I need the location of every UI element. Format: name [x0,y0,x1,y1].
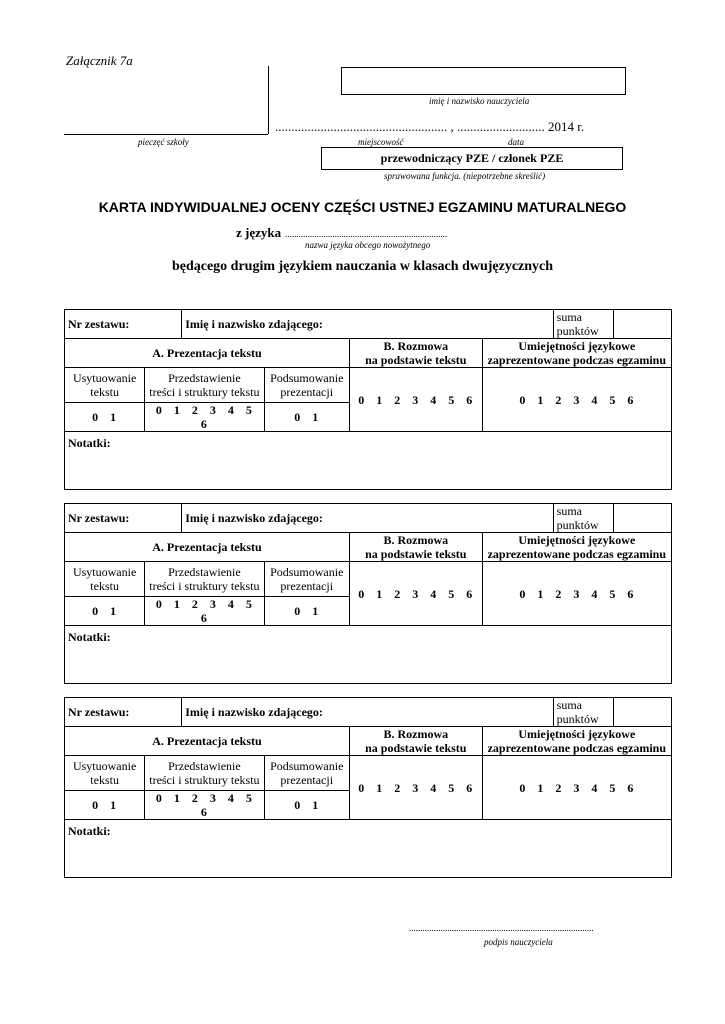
signature-caption: podpis nauczyciela [484,937,553,947]
section-a-header: A. Prezentacja tekstu [65,533,350,562]
content-score[interactable]: 0 1 2 3 4 5 6 [145,597,264,626]
skills-header: Umiejętności językowe zaprezentowane podczas egzaminu [482,533,671,562]
content-header: Przedstawienie treści i struktury tekstu [145,368,264,403]
points-sum-label: suma punktów [553,698,614,727]
positioning-score[interactable]: 0 1 [65,791,145,820]
stamp-line [64,134,268,135]
content-score[interactable]: 0 1 2 3 4 5 6 [145,791,264,820]
skills-score[interactable]: 0 1 2 3 4 5 6 [482,756,671,820]
place-caption: miejscowość [358,137,404,147]
language-field[interactable]: ........................................................................ [285,229,448,239]
points-sum-field[interactable] [614,698,672,727]
teacher-name-box[interactable] [341,67,626,95]
points-sum-label: suma punktów [553,310,614,339]
language-prefix: z języka [236,225,282,240]
content-header: Przedstawienie treści i struktury tekstu [145,756,264,791]
skills-header: Umiejętności językowe zaprezentowane podczas egzaminu [482,727,671,756]
positioning-score[interactable]: 0 1 [65,403,145,432]
points-sum-field[interactable] [614,310,672,339]
content-header: Przedstawienie treści i struktury tekstu [145,562,264,597]
section-a-header: A. Prezentacja tekstu [65,727,350,756]
content-score[interactable]: 0 1 2 3 4 5 6 [145,403,264,432]
skills-header: Umiejętności językowe zaprezentowane podczas egzaminu [482,339,671,368]
page-title: KARTA INDYWIDUALNEJ OCENY CZĘŚCI USTNEJ EGZAMINU MATURALNEGO [98,199,627,215]
points-sum-field[interactable] [614,504,672,533]
summary-score[interactable]: 0 1 [264,403,349,432]
positioning-header: Usytuowanie tekstu [65,562,145,597]
section-b-header: B. Rozmowa na podstawie tekstu [349,727,482,756]
student-name-field[interactable]: Imię i nazwisko zdającego: [182,310,553,339]
subtitle: będącego drugim językiem nauczania w klasach dwujęzycznych [171,259,554,274]
summary-header: Podsumowanie prezentacji [264,368,349,403]
notes-field[interactable]: Notatki: [65,432,672,490]
set-number-field[interactable]: Nr zestawu: [65,310,182,339]
positioning-score[interactable]: 0 1 [65,597,145,626]
summary-score[interactable]: 0 1 [264,597,349,626]
set-number-field[interactable]: Nr zestawu: [65,698,182,727]
positioning-header: Usytuowanie tekstu [65,756,145,791]
set-number-field[interactable]: Nr zestawu: [65,504,182,533]
notes-field[interactable]: Notatki: [65,626,672,684]
language-caption: nazwa języka obcego nowożytnego [305,240,431,250]
section-b-score[interactable]: 0 1 2 3 4 5 6 [349,368,482,432]
skills-score[interactable]: 0 1 2 3 4 5 6 [482,562,671,626]
stamp-divider [268,66,269,134]
section-b-header: B. Rozmowa na podstawie tekstu [349,533,482,562]
points-sum-label: suma punktów [553,504,614,533]
attachment-label: Załącznik 7a [66,53,133,68]
role-caption: sprawowana funkcja. (niepotrzebne skreślić) [384,171,546,181]
section-b-score[interactable]: 0 1 2 3 4 5 6 [349,756,482,820]
evaluation-card-1 [64,309,672,490]
role-box: przewodniczący PZE / członek PZE [321,147,623,170]
student-name-field[interactable]: Imię i nazwisko zdającego: [182,504,553,533]
section-a-header: A. Prezentacja tekstu [65,339,350,368]
teacher-name-caption: imię i nazwisko nauczyciela [429,96,530,106]
school-stamp-caption: pieczęć szkoły [138,137,189,147]
place-date-line[interactable]: ..................................................... , ........................... 2014 r. [275,119,585,134]
section-b-header: B. Rozmowa na podstawie tekstu [349,339,482,368]
student-name-field[interactable]: Imię i nazwisko zdającego: [182,698,553,727]
summary-score[interactable]: 0 1 [264,791,349,820]
summary-header: Podsumowanie prezentacji [264,756,349,791]
section-b-score[interactable]: 0 1 2 3 4 5 6 [349,562,482,626]
positioning-header: Usytuowanie tekstu [65,368,145,403]
evaluation-card-3 [64,697,672,878]
notes-field[interactable]: Notatki: [65,820,672,878]
evaluation-card-2 [64,503,672,684]
skills-score[interactable]: 0 1 2 3 4 5 6 [482,368,671,432]
summary-header: Podsumowanie prezentacji [264,562,349,597]
signature-field[interactable]: .................................................................................. [409,923,594,933]
date-caption: data [508,137,525,147]
